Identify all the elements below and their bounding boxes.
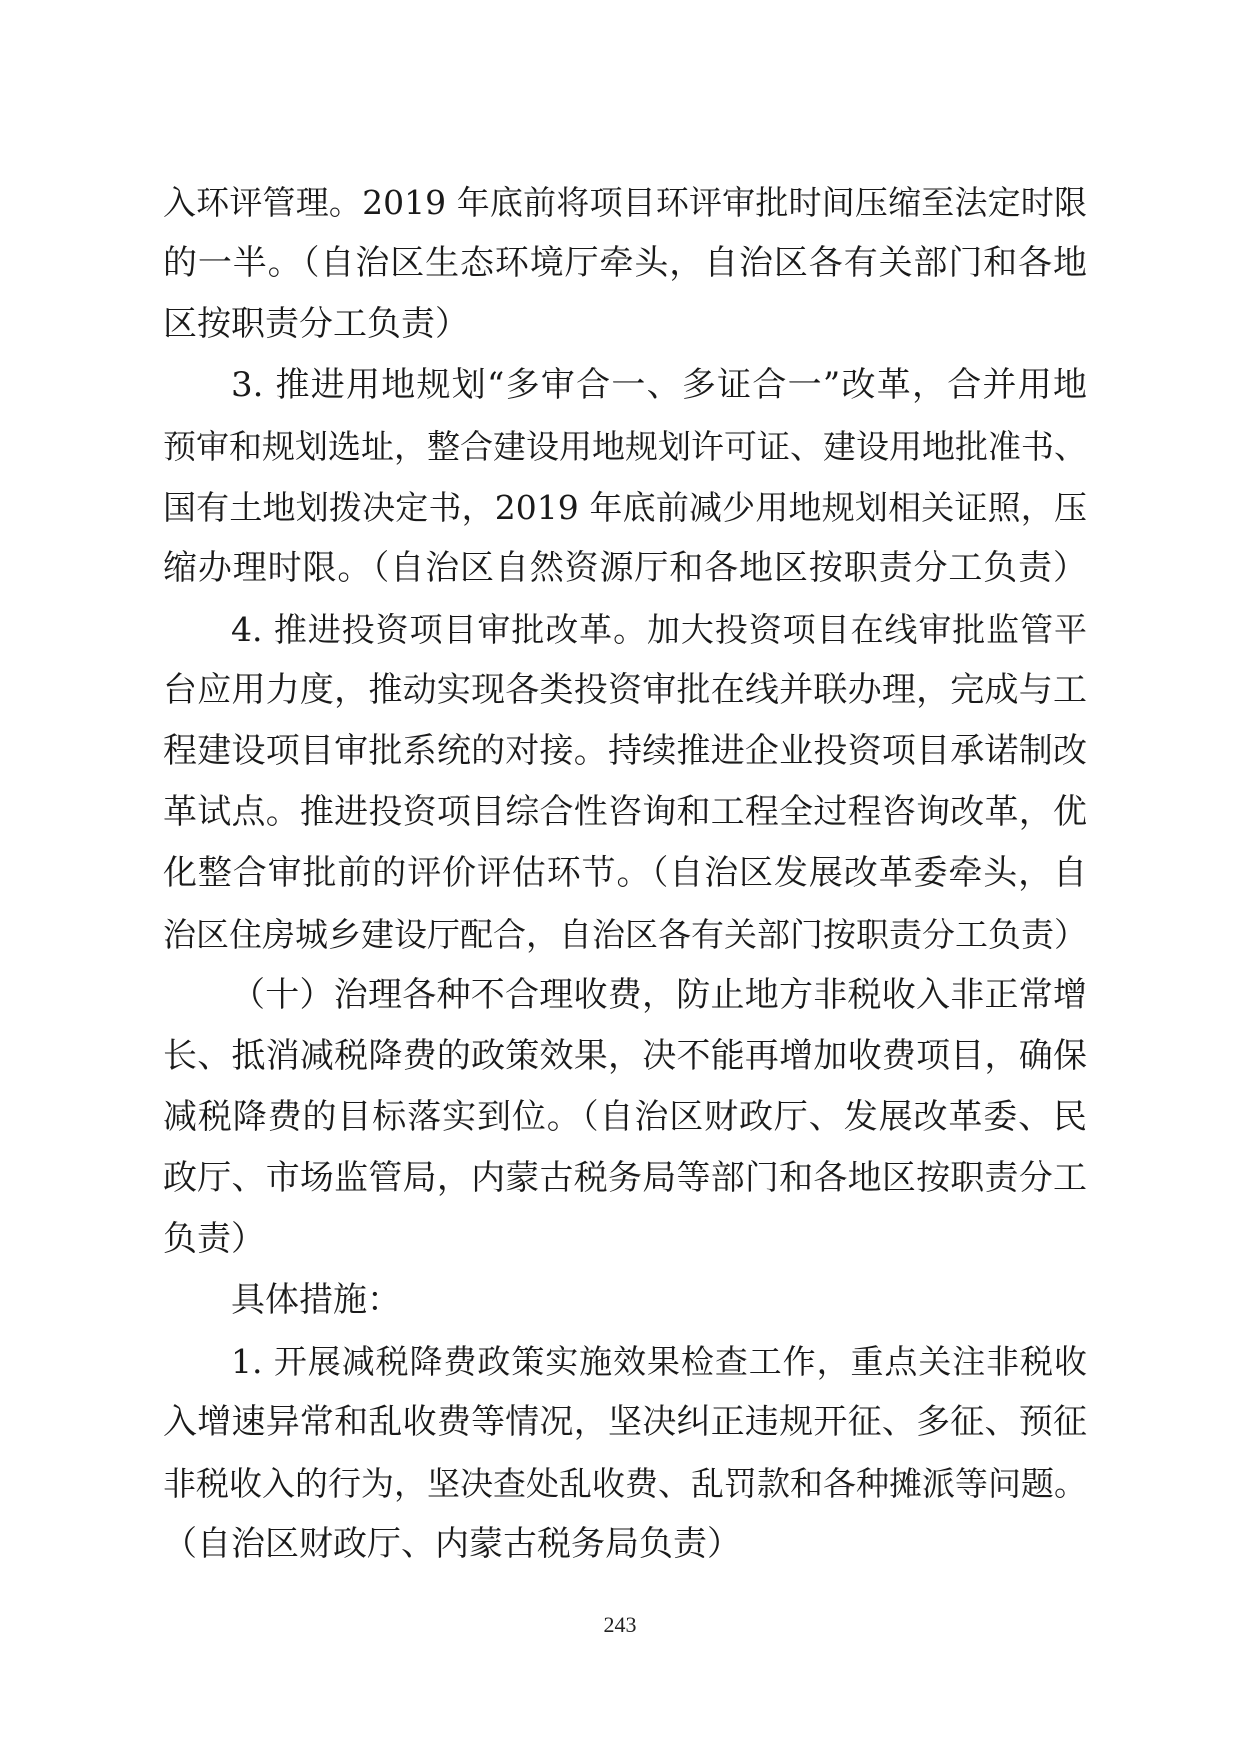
text-line: 革试点。推进投资项目综合性咨询和工程全过程咨询改革，优 [163, 792, 1087, 832]
item-3-first-line: 3. 推进用地规划“多审合一、多证合一”改革，合并用地 [231, 365, 1087, 405]
document-body [163, 172, 1087, 1575]
text-line: 台应用力度，推动实现各类投资审批在线并联办理，完成与工 [163, 670, 1087, 710]
text-line: 长、抵消减税降费的政策效果，决不能再增加收费项目，确保 [163, 1036, 1087, 1076]
item-4-first-line: 4. 推进投资项目审批改革。加大投资项目在线审批监管平 [231, 610, 1087, 649]
text-line: 缩办理时限。（自治区自然资源厅和各地区按职责分工负责） [163, 548, 1087, 588]
text-line: 治区住房城乡建设厅配合，自治区各有关部门按职责分工负责） [163, 915, 1087, 954]
text-line: 入环评管理。2019 年底前将项目环评审批时间压缩至法定时限 [163, 183, 1087, 222]
text-line: 非税收入的行为，坚决查处乱收费、乱罚款和各种摊派等问题。 [163, 1464, 1087, 1503]
text-line: 负责） [163, 1219, 265, 1259]
text-line: 化整合审批前的评价评估环节。（自治区发展改革委牵头，自 [163, 853, 1087, 893]
text-line: 的一半。（自治区生态环境厅牵头，自治区各有关部门和各地 [163, 243, 1087, 283]
text-line: 入增速异常和乱收费等情况，坚决纠正违规开征、多征、预征 [163, 1402, 1087, 1442]
text-line: 政厅、市场监管局，内蒙古税务局等部门和各地区按职责分工 [163, 1158, 1087, 1198]
measures-heading: 具体措施： [231, 1280, 401, 1320]
text-line: 程建设项目审批系统的对接。持续推进企业投资项目承诺制改 [163, 731, 1087, 771]
text-line: 预审和规划选址，整合建设用地规划许可证、建设用地批准书、 [163, 427, 1087, 466]
measure-1-first-line: 1. 开展减税降费政策实施效果检查工作，重点关注非税收 [231, 1342, 1087, 1381]
text-line: （自治区财政厅、内蒙古税务局负责） [163, 1524, 741, 1564]
text-line: 减税降费的目标落实到位。（自治区财政厅、发展改革委、民 [163, 1097, 1087, 1137]
section-10-first-line: （十）治理各种不合理收费，防止地方非税收入非正常增 [231, 975, 1087, 1015]
page-number: 243 [603, 1612, 637, 1637]
text-line: 国有土地划拨决定书，2019 年底前减少用地规划相关证照，压 [163, 488, 1087, 527]
text-line: 区按职责分工负责） [163, 304, 469, 344]
